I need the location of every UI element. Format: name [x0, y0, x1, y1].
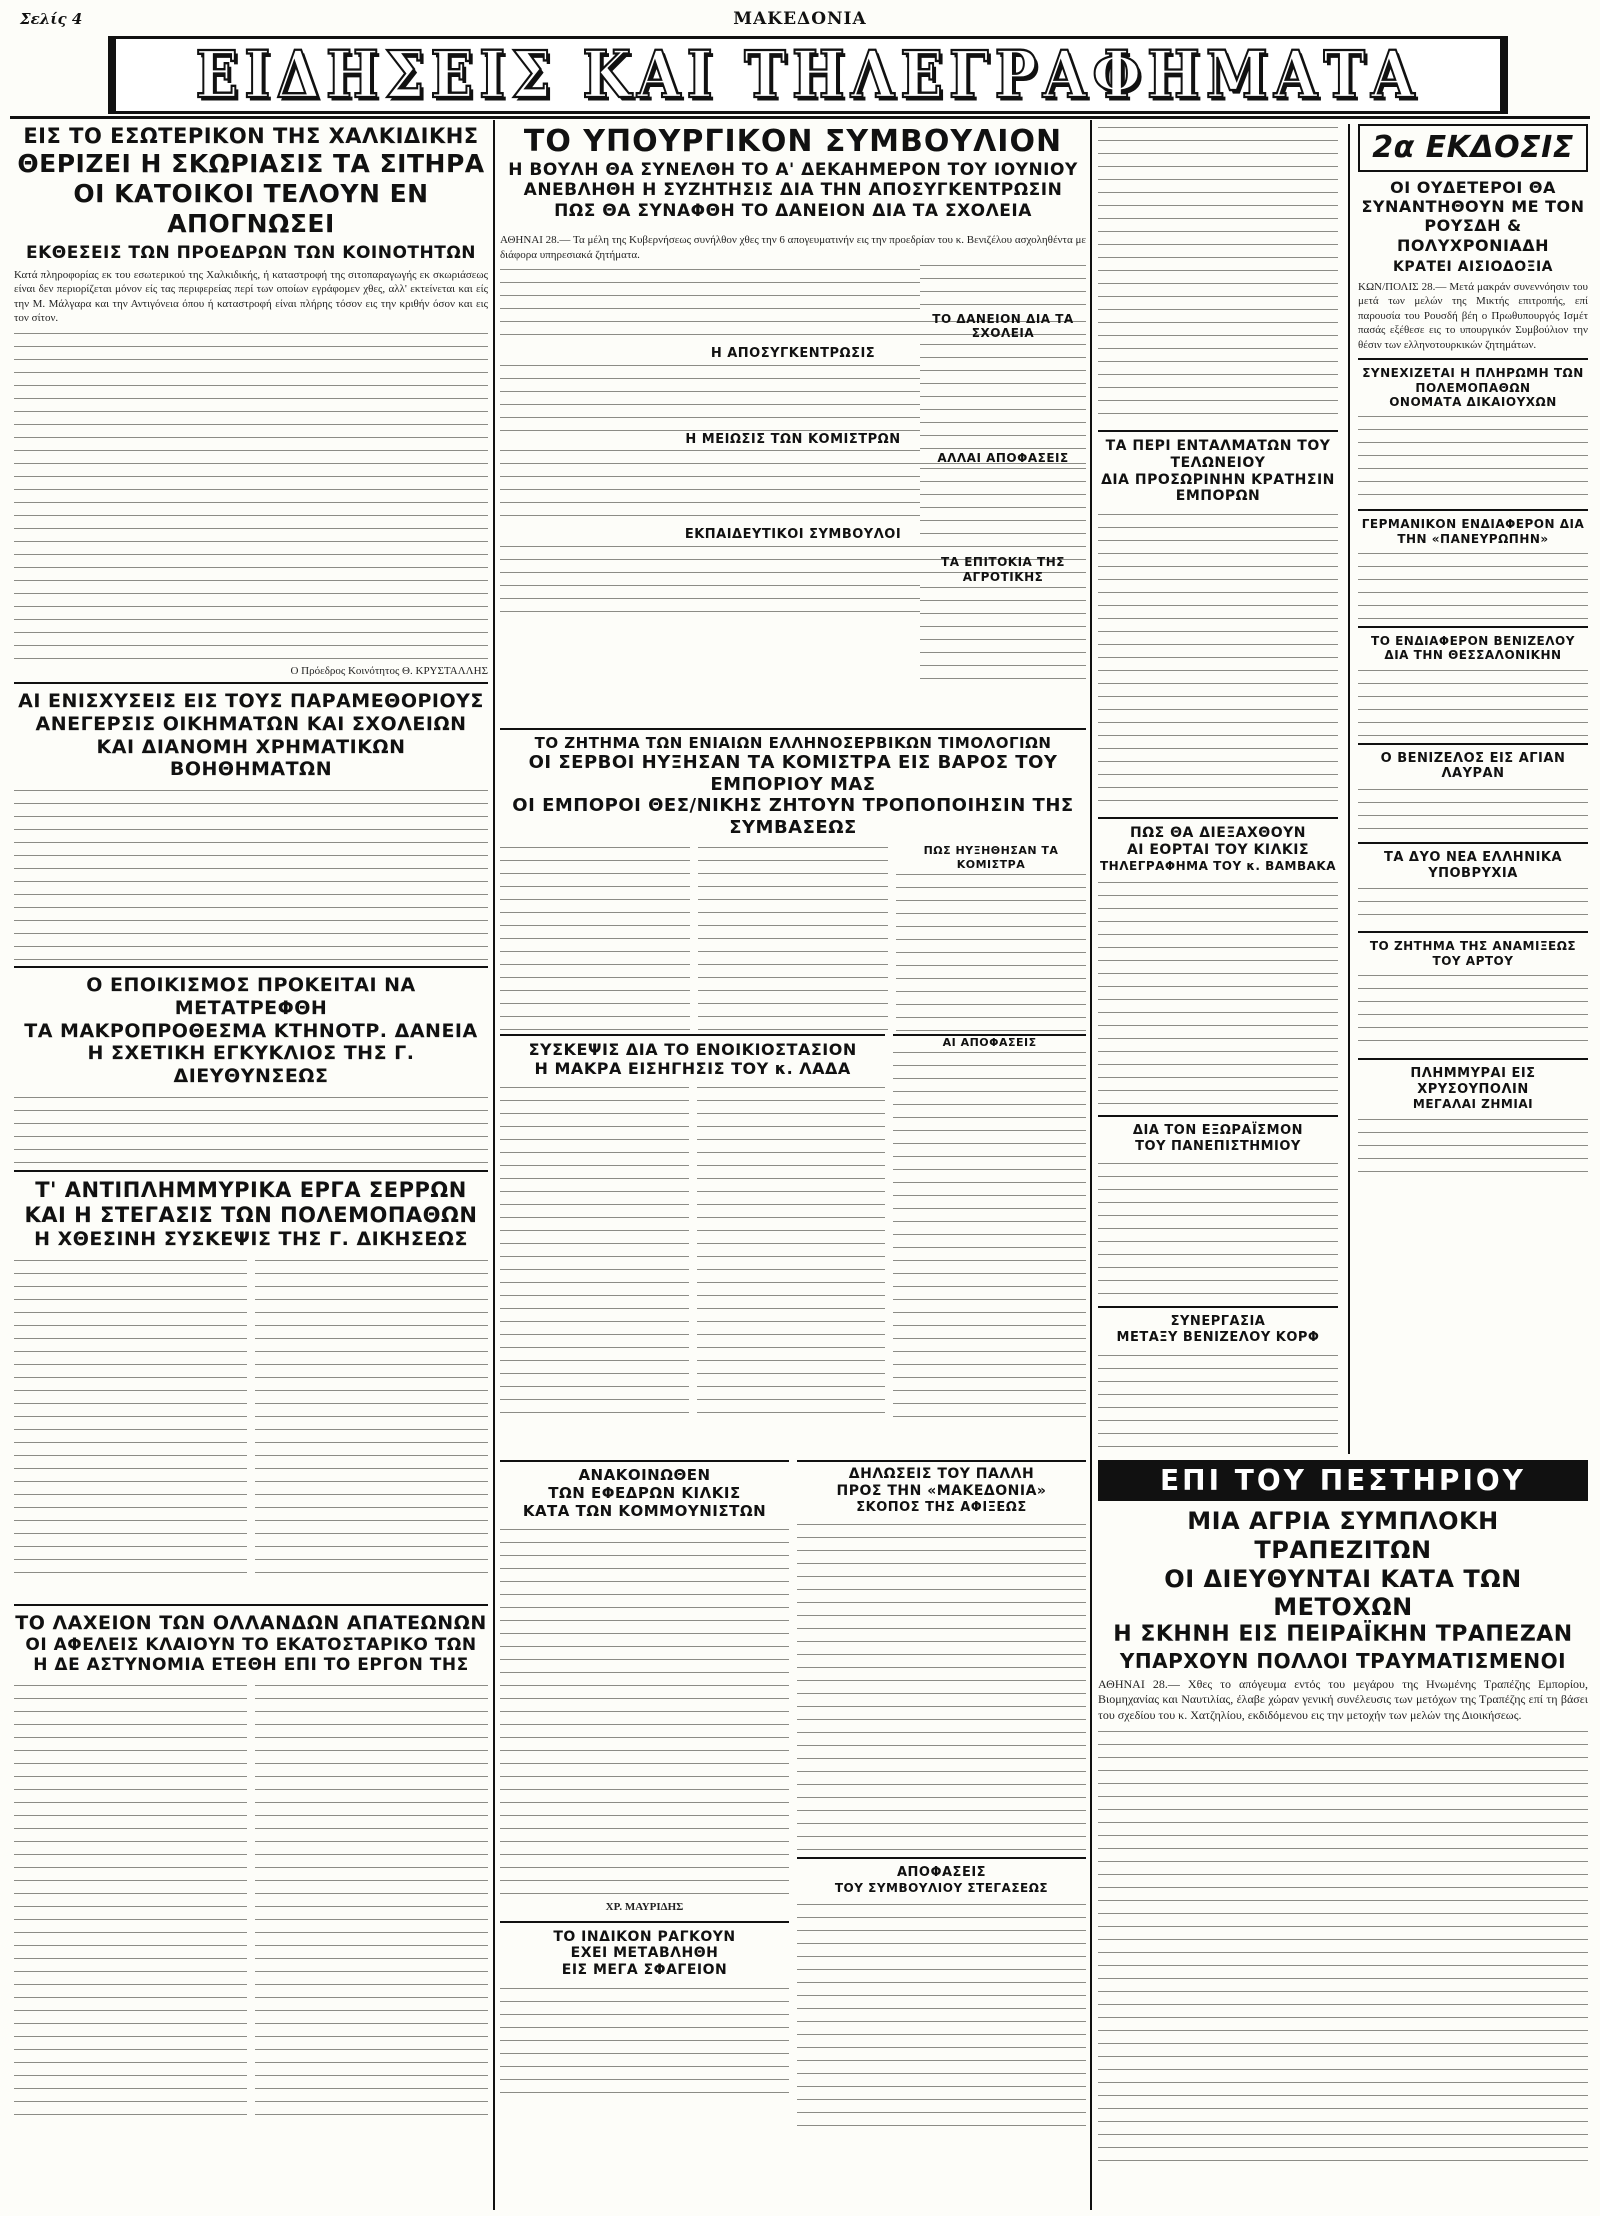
headline: ΠΡΟΣ ΤΗΝ «ΜΑΚΕΔΟΝΙΑ»	[836, 1482, 1047, 1499]
edition-label: 2α ΕΚΔΟΣΙΣ	[1372, 130, 1574, 165]
headline: ΑΙ ΕΟΡΤΑΙ ΤΟΥ ΚΙΛΚΙΣ	[1126, 841, 1310, 858]
text-block	[255, 1682, 488, 2122]
text-block	[1098, 1728, 1588, 2168]
headline: ΣΥΝΕΡΓΑΣΙΑ	[1170, 1314, 1266, 1330]
signature: ΧΡ. ΜΑΥΡΙΔΗΣ	[605, 1901, 684, 1913]
headline: Η ΣΚΗΝΗ ΕΙΣ ΠΕΙΡΑΪΚΗΝ ΤΡΑΠΕΖΑΝ	[1113, 1622, 1573, 1648]
headline: Τ' ΑΝΤΙΠΛΗΜΜΥΡΙΚΑ ΕΡΓΑ ΣΕΡΡΩΝ	[35, 1178, 467, 1202]
paper-name: ΜΑΚΕΔΟΝΙΑ	[733, 9, 867, 29]
headline: ΔΙΑ ΤΟΝ ΕΞΩΡΑΪΣΜΟΝ	[1132, 1123, 1304, 1139]
text-block	[1098, 1352, 1338, 1454]
divider	[1098, 817, 1338, 819]
headline: ΕΙΣ ΤΟ ΕΣΩΤΕΡΙΚΟΝ ΤΗΣ ΧΑΛΚΙΔΙΚΗΣ	[23, 124, 479, 148]
divider	[14, 682, 488, 684]
divider	[500, 728, 1086, 730]
headline: ΜΕΤΑΞΥ ΒΕΝΙΖΕΛΟΥ ΚΟΡΦ	[1116, 1329, 1320, 1345]
text-block	[797, 1521, 1086, 1851]
headline: ΤΟΥ ΠΑΝΕΠΙΣΤΗΜΙΟΥ	[1135, 1138, 1301, 1154]
text-block	[1098, 511, 1338, 811]
divider	[1098, 1306, 1338, 1308]
section-banner	[108, 36, 1508, 114]
text-block	[920, 341, 1086, 451]
article-paramethorioi	[14, 690, 488, 960]
headline: ΑΝΑΚΟΙΝΩΘΕΝ	[578, 1466, 711, 1484]
text-block	[920, 465, 1086, 555]
headline: Η ΔΕ ΑΣΤΥΝΟΜΙΑ ΕΤΕΘΗ ΕΠΙ ΤΟ ΕΡΓΟΝ ΤΗΣ	[33, 1655, 469, 1676]
column-rule	[1090, 1460, 1092, 2210]
banner-title: ΕΙΔΗΣΕΙΣ ΚΑΙ ΤΗΛΕΓΡΑΦΗΜΑΤΑ	[195, 37, 1421, 113]
section-heading: ΑΙ ΑΠΟΦΑΣΕΙΣ	[942, 1036, 1037, 1049]
text-block	[500, 1985, 789, 2105]
left-column	[14, 124, 488, 2210]
headline: ΟΙ ΚΑΤΟΙΚΟΙ ΤΕΛΟΥΝ ΕΝ ΑΠΟΓΝΩΣΕΙ	[73, 179, 429, 239]
headline: ΚΑΙ ΔΙΑΝΟΜΗ ΧΡΗΜΑΤΙΚΩΝ ΒΟΗΘΗΜΑΤΩΝ	[96, 735, 406, 781]
divider	[500, 1921, 789, 1923]
headline: ΠΩΣ ΘΑ ΔΙΕΞΑΧΘΟΥΝ	[1130, 825, 1306, 842]
headline: Η ΧΘΕΣΙΝΗ ΣΥΣΚΕΨΙΣ ΤΗΣ Γ. ΔΙΚΗΣΕΩΣ	[34, 1228, 468, 1251]
headline: ΓΕΡΜΑΝΙΚΟΝ ΕΝΔΙΑΦΕΡΟΝ ΔΙΑ ΤΗΝ «ΠΑΝΕΥΡΩΠΗΝ»	[1361, 517, 1585, 546]
subheadline: ΜΕΓΑΛΑΙ ΖΗΜΙΑΙ	[1412, 1097, 1534, 1112]
divider	[14, 1604, 488, 1606]
text-block	[920, 584, 1086, 684]
page-header	[20, 6, 1580, 32]
divider	[1358, 842, 1588, 844]
text-block	[797, 1901, 1086, 2131]
subheadline: ΤΗΛΕΓΡΑΦΗΜΑ ΤΟΥ κ. ΒΑΜΒΑΚΑ	[1099, 858, 1336, 873]
article-body: ΚΩΝ/ΠΟΛΙΣ 28.— Μετά μακράν συνεννόησιν του μετά των μελών της Μικτής επιτροπής, επί παρουσία του Ρουσδή βέη ο Πρωθυπουργός Ισμέτ πασάς εξέθεσε εις το υπουργικόν Συμβούλιον την θέσιν των ελληνοτουρκικών ζητημάτων.	[1358, 280, 1588, 351]
text-block	[1358, 1116, 1588, 1176]
article-lacheion	[14, 1612, 488, 2172]
headline: Ο ΒΕΝΙΖΕΛΟΣ ΕΙΣ ΑΓΙΑΝ ΛΑΥΡΑΝ	[1380, 750, 1566, 782]
headline: ΜΙΑ ΑΓΡΙΑ ΣΥΜΠΛΟΚΗ ΤΡΑΠΕΖΙΤΩΝ	[1187, 1507, 1499, 1564]
headline: ΟΙ ΟΥΔΕΤΕΡΟΙ ΘΑ ΣΥΝΑΝΤΗΘΟΥΝ ΜΕ ΤΟΝ ΡΟΥΣΔΗ & ΠΟΛΥΧΡΟΝΙΑΔΗ	[1361, 178, 1585, 255]
divider	[1358, 743, 1588, 745]
page-number: Σελίς 4	[20, 10, 83, 28]
text-block	[14, 1682, 247, 2122]
text-block	[1098, 1160, 1338, 1300]
subheadline: ΟΝΟΜΑΤΑ ΔΙΚΑΙΟΥΧΩΝ	[1389, 394, 1557, 409]
text-block	[1358, 885, 1588, 925]
text-block	[500, 1084, 689, 1414]
headline: ΟΙ ΕΜΠΟΡΟΙ ΘΕΣ/ΝΙΚΗΣ ΖΗΤΟΥΝ ΤΡΟΠΟΠΟΙΗΣΙΝ ΤΗΣ ΣΥΜΒΑΣΕΩΣ	[512, 795, 1074, 838]
second-edition-column	[1348, 124, 1588, 1454]
column-rule	[1090, 120, 1092, 1460]
headline: ΤΩΝ ΕΦΕΔΡΩΝ ΚΙΛΚΙΣ	[548, 1484, 741, 1502]
headline: ΚΑΤΑ ΤΩΝ ΚΟΜΜΟΥΝΙΣΤΩΝ	[522, 1502, 767, 1520]
subheadline: ΣΚΟΠΟΣ ΤΗΣ ΑΦΙΞΕΩΣ	[856, 1499, 1027, 1515]
headline: ΤΟ ΛΑΧΕΙΟΝ ΤΩΝ ΟΛΛΑΝΔΩΝ ΑΠΑΤΕΩΝΩΝ	[15, 1612, 487, 1634]
text-block	[698, 844, 888, 1034]
article-body: Κατά πληροφορίας εκ του εσωτερικού της Χαλκιδικής, ή καταστροφή της σιτοπαραγωγής εκ σκωριάσεως είναι δεν περιορίζεται μόνον είς τας περιφερείας περί των οποίων εγράφομεν χθες, αλλ' εκτείνεται και είς την Μ. Μάλγαρα και την Αντιγόνεια όπου ή καταστροφή είναι πλήρης τόσον εις την κριθήν όσον και εις τον σίτον.	[14, 268, 488, 325]
right-column	[1098, 124, 1588, 1454]
headline: ΤΟ ΥΠΟΥΡΓΙΚΟΝ ΣΥΜΒΟΥΛΙΟΝ	[523, 124, 1063, 159]
subheadline: ΠΩΣ ΘΑ ΣΥΝΑΦΘΗ ΤΟ ΔΑΝΕΙΟΝ ΔΙΑ ΤΑ ΣΧΟΛΕΙΑ	[554, 200, 1032, 221]
tariffs-article	[500, 734, 1086, 1034]
bank-brawl-article	[1098, 1460, 1588, 2210]
text-block	[14, 330, 488, 660]
headline: ΟΙ ΑΦΕΛΕΙΣ ΚΛΑΙΟΥΝ ΤΟ ΕΚΑΤΟΣΤΑΡΙΚΟ ΤΩΝ	[25, 1634, 477, 1655]
headline: ΤΟ ΕΝΔΙΑΦΕΡΟΝ ΒΕΝΙΖΕΛΟΥ ΔΙΑ ΤΗΝ ΘΕΣΣΑΛΟΝΙΚΗΝ	[1371, 634, 1575, 663]
section-heading: ΤΟ ΔΑΝΕΙΟΝ ΔΙΑ ΤΑ ΣΧΟΛΕΙΑ	[932, 312, 1074, 341]
headline: ΣΥΣΚΕΨΙΣ ΔΙΑ ΤΟ ΕΝΟΙΚΙΟΣΤΑΣΙΟΝ	[528, 1040, 857, 1059]
text-block	[920, 262, 1086, 312]
text-block	[893, 1049, 1086, 1419]
headline: ΔΗΛΩΣΕΙΣ ΤΟΥ ΠΑΛΛΗ	[848, 1466, 1035, 1482]
cabinet-article-col2	[920, 262, 1086, 722]
text-block	[1358, 786, 1588, 836]
headline: ΤΟ ΖΗΤΗΜΑ ΤΗΣ ΑΝΑΜΙΞΕΩΣ ΤΟΥ ΑΡΤΟΥ	[1369, 939, 1577, 968]
headline: ΟΙ ΣΕΡΒΟΙ ΗΥΞΗΣΑΝ ΤΑ ΚΟΜΙΣΤΡΑ ΕΙΣ ΒΑΡΟΣ ΤΟΥ ΕΜΠΟΡΙΟΥ ΜΑΣ	[528, 752, 1058, 795]
headline: ΟΙ ΔΙΕΥΘΥΝΤΑΙ ΚΑΤΑ ΤΩΝ ΜΕΤΟΧΩΝ	[1164, 1564, 1522, 1622]
text-block	[697, 1084, 886, 1414]
section-heading: Η ΜΕΙΩΣΙΣ ΤΩΝ ΚΟΜΙΣΤΡΩΝ	[685, 431, 901, 447]
section-heading: Η ΑΠΟΣΥΓΚΕΝΤΡΩΣΙΣ	[710, 346, 876, 362]
subheadline: ΕΚΘΕΣΕΙΣ ΤΩΝ ΠΡΟΕΔΡΩΝ ΤΩΝ ΚΟΙΝΟΤΗΤΩΝ	[25, 243, 476, 264]
text-block	[1098, 124, 1338, 424]
text-block	[1358, 972, 1588, 1052]
headline: ΑΠΟΦΑΣΕΙΣ	[896, 1865, 987, 1881]
divider	[1358, 1058, 1588, 1060]
center-lower	[500, 1460, 1086, 2210]
section-heading: ΤΑ ΕΠΙΤΟΚΙΑ ΤΗΣ ΑΓΡΟΤΙΚΗΣ	[941, 555, 1065, 584]
article-body: ΑΘΗΝΑΙ 28.— Χθες το απόγευμα εντός του μεγάρου της Ηνωμένης Τραπέζης Εμπορίου, Βιομηχανίας και Ναυτιλίας, έλαβε χώραν γενική συνέλευσις των μετόχων της Τραπέζης επί τη βάσει του σχεδίου του κ. Χατζηλίου, εκδιδόμενου εις την μετοχήν των μελών της Διοικήσεως.	[1098, 1676, 1588, 1723]
subheadline: Η ΒΟΥΛΗ ΘΑ ΣΥΝΕΛΘΗ ΤΟ Α' ΔΕΚΑΗΜΕΡΟΝ ΤΟΥ ΙΟΥΝΙΟΥ	[508, 160, 1078, 180]
headline: ΥΠΑΡΧΟΥΝ ΠΟΛΛΟΙ ΤΡΑΥΜΑΤΙΣΜΕΝΟΙ	[1119, 1648, 1567, 1673]
article-body: ΑΘΗΝΑΙ 28.— Τα μέλη της Κυβερνήσεως συνήλθον χθες την 6 απογευματινήν εις την προεδρίαν του κ. Βενιζέλου ασχοληθέντα με διάφορα υπηρεσιακά ζητήματα.	[500, 234, 1086, 261]
subheadline: ΤΟΥ ΣΥΜΒΟΥΛΙΟΥ ΣΤΕΓΑΣΕΩΣ	[834, 1880, 1049, 1895]
section-heading: ΕΚΠΑΙΔΕΥΤΙΚΟΙ ΣΥΜΒΟΥΛΟΙ	[684, 527, 902, 543]
headline: ΤΑ ΔΥΟ ΝΕΑ ΕΛΛΗΝΙΚΑ ΥΠΟΒΡΥΧΙΑ	[1383, 850, 1563, 881]
headline: ΘΕΡΙΖΕΙ Η ΣΚΩΡΙΑΣΙΣ ΤΑ ΣΙΤΗΡΑ	[17, 149, 485, 179]
section-heading: ΠΩΣ ΗΥΞΗΘΗΣΑΝ ΤΑ ΚΟΜΙΣΤΡΑ	[923, 844, 1059, 871]
text-block	[255, 1257, 488, 1577]
right-inner-left	[1098, 124, 1338, 1454]
headline: ΤΑ ΜΑΚΡΟΠΡΟΘΕΣΜΑ ΚΤΗΝΟΤΡ. ΔΑΝΕΙΑ	[24, 1019, 478, 1042]
article-epoikismos	[14, 974, 488, 1164]
headline: Ο ΕΠΟΙΚΙΣΜΟΣ ΠΡΟΚΕΙΤΑΙ ΝΑ ΜΕΤΑΤΡΕΦΘΗ	[86, 974, 416, 1019]
article-serres	[14, 1178, 488, 1598]
column-rule	[493, 120, 495, 2210]
text-block	[1358, 413, 1588, 503]
divider	[1358, 509, 1588, 511]
headline: ΤΟ ΙΝΔΙΚΟΝ ΡΑΓΚΟΥΝ	[553, 1928, 736, 1945]
subheadline: ΚΡΑΤΕΙ ΑΙΣΙΟΔΟΞΙΑ	[1393, 258, 1553, 275]
headline: ΠΛΗΜΜΥΡΑΙ ΕΙΣ ΧΡΥΣΟΥΠΟΛΙΝ	[1410, 1066, 1536, 1097]
headline: ΕΙΣ ΜΕΓΑ ΣΦΑΓΕΙΟΝ	[561, 1962, 728, 1979]
headline: ΤΑ ΠΕΡΙ ΕΝΤΑΛΜΑΤΩΝ ΤΟΥ ΤΕΛΩΝΕΙΟΥ	[1105, 438, 1331, 471]
headline: Η ΣΧΕΤΙΚΗ ΕΓΚΥΚΛΙΟΣ ΤΗΣ Γ. ΔΙΕΥΘΥΝΣΕΩΣ	[87, 1042, 415, 1088]
text-block	[1358, 550, 1588, 620]
text-block	[1098, 879, 1338, 1109]
text-block	[1358, 667, 1588, 737]
divider	[1358, 626, 1588, 628]
banner-underline	[10, 116, 1590, 119]
headline: ΑΝΕΓΕΡΣΙΣ ΟΙΚΗΜΑΤΩΝ ΚΑΙ ΣΧΟΛΕΙΩΝ	[35, 712, 467, 735]
divider	[1358, 358, 1588, 360]
section-label: ΕΠΙ ΤΟΥ ΠΕΣΤΗΡΙΟΥ	[1098, 1460, 1588, 1501]
subheadline: ΑΝΕΒΛΗΘΗ Η ΣΥΖΗΤΗΣΙΣ ΔΙΑ ΤΗΝ ΑΠΟΣΥΓΚΕΝΤΡΩΣΙΝ	[523, 180, 1063, 201]
headline: ΔΙΑ ΠΡΟΣΩΡΙΝΗΝ ΚΡΑΤΗΣΙΝ ΕΜΠΟΡΩΝ	[1101, 471, 1335, 505]
text-block	[896, 871, 1086, 1034]
headline: Η ΜΑΚΡΑ ΕΙΣΗΓΗΣΙΣ ΤΟΥ κ. ΛΑΔΑ	[534, 1059, 851, 1079]
divider	[14, 966, 488, 968]
headline: ΚΑΙ Η ΣΤΕΓΑΣΙΣ ΤΩΝ ΠΟΛΕΜΟΠΑΘΩΝ	[24, 1203, 478, 1228]
divider	[1358, 931, 1588, 933]
headline: ΣΥΝΕΧΙΖΕΤΑΙ Η ΠΛΗΡΩΜΗ ΤΩΝ ΠΟΛΕΜΟΠΑΘΩΝ	[1362, 366, 1584, 395]
divider	[797, 1857, 1086, 1859]
text-block	[14, 1094, 488, 1164]
divider	[14, 1170, 488, 1172]
divider	[1098, 1115, 1338, 1117]
section-heading: ΑΛΛΑΙ ΑΠΟΦΑΣΕΙΣ	[937, 450, 1069, 465]
text-block	[500, 844, 690, 1034]
headline: ΤΟ ΖΗΤΗΜΑ ΤΩΝ ΕΝΙΑΙΩΝ ΕΛΛΗΝΟΣΕΡΒΙΚΩΝ ΤΙΜΟΛΟΓΙΩΝ	[534, 734, 1052, 752]
headline: ΕΧΕΙ ΜΕΤΑΒΛΗΘΗ	[570, 1945, 719, 1962]
text-block	[14, 787, 488, 960]
signature: Ο Πρόεδρος Κοινότητος Θ. ΚΡΥΣΤΑΛΛΗΣ	[290, 664, 488, 676]
edition-box	[1358, 124, 1588, 172]
center-row2	[500, 1034, 1086, 1454]
divider	[1098, 430, 1338, 432]
headline: ΑΙ ΕΝΙΣΧΥΣΕΙΣ ΕΙΣ ΤΟΥΣ ΠΑΡΑΜΕΘΟΡΙΟΥΣ	[18, 690, 484, 712]
text-block	[14, 1257, 247, 1577]
text-block	[500, 1526, 789, 1896]
article-chalkidiki	[14, 124, 488, 676]
